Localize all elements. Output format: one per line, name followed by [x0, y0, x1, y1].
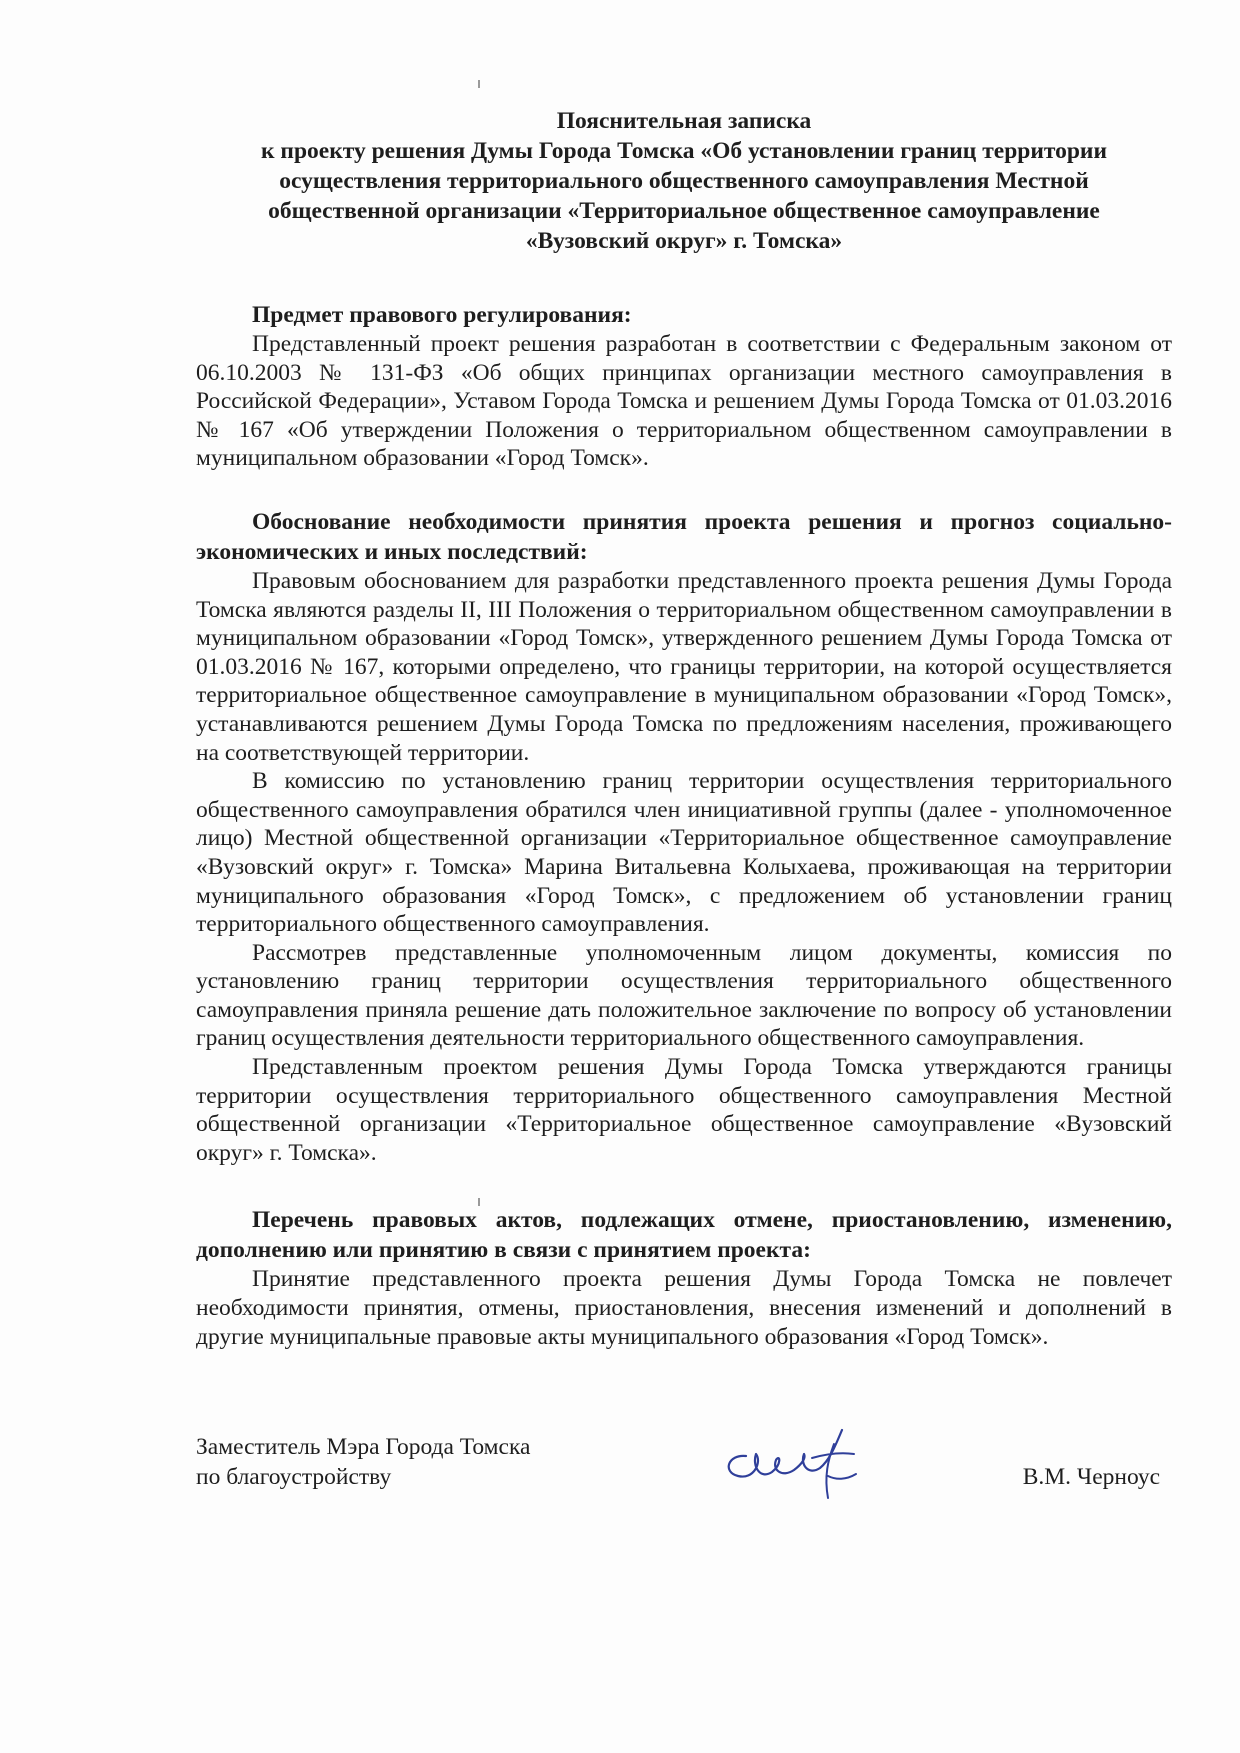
section-heading: Обоснование необходимости принятия проекта решения и прогноз социально-экономических и иных последствий: — [196, 508, 1172, 565]
scan-speck — [478, 80, 480, 88]
title-line: Пояснительная записка — [556, 108, 812, 134]
signatory-position-line: по благоустройству — [196, 1464, 392, 1490]
paragraph: Принятие представленного проекта решения Думы Города Томска не повлечет необходимости принятия, отмены, приостановления, внесения изменений и дополнений в другие муниципальные правовые акты муниципального образования «Город Томск». — [196, 1266, 1172, 1350]
paragraph: Рассмотрев представленные уполномоченным лицом документы, комиссия по установлению границ территории осуществления территориального общественного самоуправления приняла решение дать положительное заключение по вопросу об установлении границ осуществления деятельности территориального общественного самоуправления. — [196, 939, 1172, 1052]
signatory-position — [196, 1432, 616, 1492]
section-legal-subject — [196, 300, 1172, 473]
paragraph: В комиссию по установлению границ территории осуществления территориального общественного самоуправления обратился член инициативной группы (далее - уполномоченное лицо) Местной общественной организации «Территориальное общественное самоуправление «Вузовский округ» г. Томска» Марина Витальевна Колыхаева, проживающая на территории муниципального образования «Город Томск», с предложением об установлении границ территориального общественного самоуправления. — [196, 768, 1172, 938]
signatory-position-line: Заместитель Мэра Города Томска — [196, 1434, 531, 1460]
title-line: общественной организации «Территориальное общественное самоуправление — [268, 198, 1100, 224]
title-line: осуществления территориального общественного самоуправления Местной — [279, 168, 1089, 194]
title-line: к проекту решения Думы Города Томска «Об установлении границ территории — [261, 138, 1107, 164]
document-title — [196, 106, 1172, 256]
signature-block — [196, 1432, 1172, 1522]
title-line: «Вузовский округ» г. Томска» — [525, 228, 843, 254]
section-heading: Перечень правовых актов, подлежащих отмене, приостановлению, изменению, дополнению или принятию в связи с принятием проекта: — [196, 1207, 1172, 1264]
section-justification — [196, 507, 1172, 1167]
paragraph: Правовым обоснованием для разработки представленного проекта решения Думы Города Томска являются разделы II, III Положения о территориальном общественном самоуправлении в муниципальном образовании «Город Томск», утвержденного решением Думы Города Томска от 01.03.2016 № 167, которыми определено, что границы территории, на которой осуществляется территориальное общественное самоуправление в муниципальном образовании «Город Томск», устанавливаются решением Думы Города Томска по предложениям населения, проживающего на соответствующей территории. — [196, 567, 1172, 766]
document-body — [196, 106, 1172, 1351]
handwritten-signature-icon — [716, 1414, 876, 1510]
signatory-name: В.М. Черноус — [1022, 1464, 1160, 1490]
section-heading: Предмет правового регулирования: — [252, 302, 632, 328]
paragraph: Представленным проектом решения Думы Города Томска утверждаются границы территории осуществления территориального общественного самоуправления Местной общественной организации «Территориальное общественное самоуправление «Вузовский округ» г. Томска». — [196, 1054, 1172, 1166]
paragraph: Представленный проект решения разработан в соответствии с Федеральным законом от 06.10.2003 № 131-ФЗ «Об общих принципах организации местного самоуправления в Российской Федерации», Уставом Города Томска и решением Думы Города Томска от 01.03.2016 № 167 «Об утверждении Положения о территориальном общественном самоуправлении в муниципальном образовании «Город Томск». — [196, 331, 1172, 472]
section-legal-acts-list — [196, 1205, 1172, 1351]
